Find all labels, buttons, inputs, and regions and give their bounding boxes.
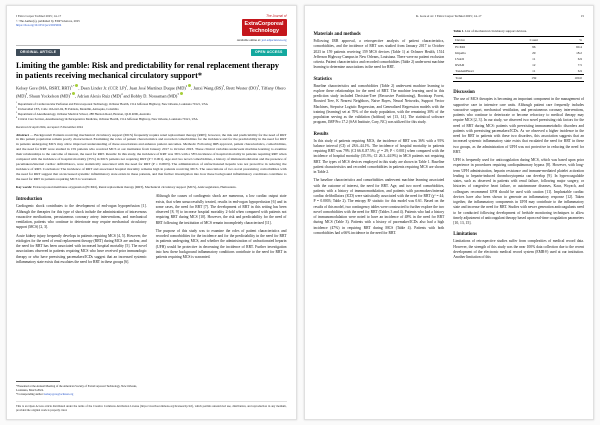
affiliation-sup: 3 — [16, 111, 18, 114]
author-list: Kelsey Gore (MA, BSRT, RRT)$^{1,*}$ , Dean Linder Jr. (CCP, LP)$^1$, Juan José Martínez Duque (MD)$^2$ , Junxi Wang (BS)$^3$, Brett Wester (DO)$^3$, Tiffany Obero (MD)$^3$, Shaun Yockelson (MD)$^3$ , Adrian Alexis Ruiz (MD)$^4$ and Bobby D. Nossaman (MD)$^3$ — [16, 85, 286, 99]
left-header — [16, 14, 287, 37]
paragraph: The purpose of this study was to examine the roles of patient characteristics and recorded comorbidities for the incidence and for the predictability in the need for RRT in patients undergoing MCS, and whether the administration of unfractionated heparin (UFH) would be protective in decreasing the incidence of RRT. Further investigation into how these background inflammatory conditions contribute to the need for RRT in patients requiring MCS is warranted. — [155, 228, 287, 260]
table1-total-row — [453, 75, 584, 82]
table1-cell: 6.9 — [577, 69, 582, 74]
table1-cell: 7.5 — [577, 63, 582, 68]
section-heading-statistics: Statistics — [313, 76, 332, 82]
intro-columns — [16, 194, 287, 396]
table1-cell: LVAD — [455, 57, 464, 62]
author-affiliation-sup: 3 — [69, 92, 72, 96]
author-name: Shaun Yockelson (MD) — [29, 93, 70, 99]
corresponding-label: *Corresponding author: — [16, 392, 45, 397]
table1-caption — [453, 29, 584, 33]
paragraph: Limitations of retrospective studies suffer from complexities of medical record data. However, the strength of this study was the near 100% data collection due to the recent development of the electronic medical record system (EMR®) used at our institution. Another limitation of this — [453, 239, 584, 260]
open-access-license: This is an Open Access article distributed under the terms of the Creative Commons Attribution License (https://creativecommons.org/licenses/by/4.0), which permits unrestricted use, distribution, and reproduction in any medium, provided the original work is properly cited. — [16, 401, 287, 412]
section-heading-results: Results — [313, 131, 329, 137]
affiliation-sup: 2 — [16, 107, 18, 110]
table1-cell: Impella — [455, 51, 466, 56]
open-access-badge: OPEN ACCESS — [251, 49, 287, 56]
section-heading-discussion: Discussion — [453, 90, 475, 96]
header-rule — [16, 45, 287, 46]
footnote-corresponding — [16, 392, 147, 396]
abstract-text: — Background: Patients receiving mechanical circulatory support (MCS) frequently require renal replacement therapy (RRT); however, the risk and predictability for the need of RRT in this patient population remain poorly characterized. Examining the roles of patient characteristics and recorded comorbidities for the incidence and for the predictability in the need for RRT in patients undergoing MCS may allow improved understanding of these associations and enhance patient outcomes. Methods: Following IRB approval, patient characteristics, comorbidities, and the need for RRT were studied in 159 patients who received MCS at our institution from January 2017 to October 2023. These clinical variables underwent machine learning to examine their relationships to the outcome of interest, the need for RRT. Results: In this study, the incidence of RRT was 36% with a 58% incidence of hospital mortality in patients requiring RRT when compared with the incidence of hospital mortality (35%) in MCS patients not requiring RRT (P < 0.001). Age and two novel comorbidities, a history of immunomodulation and the presence of pacemakers/internal cardiac defibrillators, were statistically associated with the need for RRT (P = 0.0003). The administration of unfractionated heparin was not protective in reducing the incidence of RRT. Conclusion: The incidence of RRT and associated hospital mortality remains high in patients receiving MCS. The associations of two novel preexisting comorbidities with the need for RRT suggest that an increased systemic inflammatory state exists in these patients, and that further investigation into how these background inflammatory conditions contribute to the need for RRT in patients requiring MCS is warranted. — [16, 132, 287, 181]
author-name: and Bobby D. Nossaman (MD) — [123, 93, 178, 99]
paragraph: Cardiogenic shock contributes to the development of end-organ hypoperfusion [1]. Although the therapies for this type of shock include the administration of intravenous vasoactive medications, percutaneous coronary artery interventions, and mechanical ventilation, patients who continue to deteriorate may require mechanical circulatory support (MCS) [2, 3]. — [16, 204, 147, 230]
keywords-text: Extracorporeal membrane oxygenation (ECMO), Renal replacement therapy (RRT), Mechanical circulatory support (MCS), Anticoagulation, Hemostasis. — [33, 185, 237, 190]
article-title: Limiting the gamble: Risk and predictability for renal replacement therapy in patients receiving mechanical circulatory support* — [16, 60, 279, 80]
journal-logo-tagline: The Journal of — [266, 14, 287, 18]
keywords — [16, 185, 287, 189]
available-online — [16, 38, 287, 42]
table1-cell: 11 — [532, 57, 536, 62]
author-name: Brett Wester (DO) — [226, 85, 258, 91]
table1-col-header: Count — [516, 37, 551, 44]
author-name: Tiffany Obero (MD) — [16, 85, 286, 99]
affiliation-list — [16, 102, 287, 121]
paragraph: In this study of patients requiring MCS, the incidence of RRT was 36% with a 95% balance interval (CI) of 28.6–44.1%. The incidence of hospital mortality in patients requiring RRT was 79% (CI 66.8–87.5%; χ² = 29; P < 0.001) when compared with the incidence of hospital mortality (35.3%; CI 26.3–44.9%) in MCS patients not requiring RRT. The types of MCS devices employed in this study are shown in Table 1. Baseline patient characteristics and recorded comorbidities in patients requiring MCS are shown in Table 2. — [313, 138, 445, 174]
paragraph: The use of MCS therapies is becoming an important component in the management of supportive care in intensive care units. Although patient care frequently includes vasoactive support, mechanical ventilation, and percutaneous coronary interventions, patients who continue to deteriorate or become refractory to medical therapy may require MCS [2, 3]. In our study, we observed two novel preexisting risk factors for the need of RRT during MCS: patients with preexisting immunometabolic disorders and patients with preexisting pacemakers/ICDs. As we observed a higher incidence in the need for RRT in patients with these two disorders, this association suggests that an increased systemic inflammatory state exists that escalated the need for RRT in these two groups, as the administration of UFH was not protective in reducing the need for RRT. — [453, 97, 584, 154]
table1-cell: 29 — [532, 51, 536, 56]
table1-cell: TandemHeart — [455, 69, 474, 74]
author-name: Dean Linder Jr. (CCP, LP) — [80, 85, 126, 91]
table1-body — [453, 44, 584, 82]
received-dates: Received 22 April 2024, Accepted 15 December 2024 — [16, 124, 83, 129]
table1 — [453, 36, 584, 82]
footnote-block — [16, 376, 147, 397]
section-heading-introduction: Introduction — [16, 197, 43, 203]
badges-row — [16, 49, 287, 56]
table1-cell: 12 — [532, 63, 536, 68]
table1-header-row — [453, 37, 584, 44]
author-name: Kelsey Gore (MA, BSRT, RRT) — [16, 85, 72, 91]
citation-block — [16, 14, 80, 28]
affiliation: $^3$ Department of Anesthesiology, Ochsner Medical School, 288 Herston Road, Herston, QLD 4006, Australia — [16, 111, 151, 116]
paragraph: The baseline characteristics and comorbidities underwent machine learning associated with the outcome of interest, the need for RRT. Age, and two novel comorbidities, patients with a history of immunomodulation, and patients with pacemakers/internal cardiac defibrillators (ICD) were statistically associated with the need for RRT (χ² = 44; P = 0.0003; Table 2). The entropy R² statistic for this model was 0.61. Based on the results of this model, two contingency tables were constructed to further explore the two novel comorbidities with the need for RRT (Tables 3 and 4). Patients who had a history of immunomodulation were noted to have an incidence of 48% in the need for RRT during MCS (Table 3). Patients with a history of pacemaker/ICDs also had a high incidence (47%) in requiring RRT during MCS (Table 4). Patients with both comorbidities had a 66% incidence in the need for RRT. — [313, 178, 445, 235]
affiliation: $^2$ Universidad CES, Calle 10A #22-04, El Poblado, Medellín, Antioquia, Colombia — [16, 107, 119, 112]
table1-cell: 60.4 — [576, 45, 582, 50]
author-name: Junxi Wang (BS) — [193, 85, 223, 91]
body-column-1 — [314, 29, 445, 412]
table1-col-header: % — [551, 37, 584, 44]
table1-cell: Total — [453, 75, 516, 82]
available-label: Available online at: — [236, 37, 261, 42]
affiliation: $^1$ Department of Cardiovascular Perfusion and Extracorporeal Technology, Ochsner Health, 1514 Jefferson Highway, New Orleans, Louisiana 70121, USA — [16, 102, 208, 107]
doi-link[interactable]: https://doi.org/10.1051/ject/2025004 — [16, 23, 62, 28]
orcid-icon[interactable] — [75, 84, 78, 87]
author-affiliation-sup: 1,* — [71, 85, 75, 88]
table1-cell: 159 — [516, 75, 551, 82]
orcid-icon[interactable] — [69, 92, 75, 96]
author-affiliation-sup: 3 — [222, 85, 224, 88]
journal-logo-line2: Technology — [249, 27, 279, 34]
affiliation-sup: 4 — [16, 116, 18, 119]
paragraph: Acute kidney injury frequently develops in patients requiring MCS [4, 5]. However, the etiologies for the need of renal replacement therapy (RRT) during MCS are unclear, and the need for RRT has been associated with increased hospital mortality [5]. The novel associations observed in patients requiring MCS who have received prior immunologic therapy or who have preexisting pacemakers/ICDs suggest that an increased systemic inflammatory state exists that escalates the need for RRT in these groups [6]. — [16, 233, 147, 264]
author-name: Adrian Alexis Ruiz (MD) — [77, 93, 122, 99]
table1-cell: 18.2 — [576, 51, 582, 56]
journal-site-link[interactable]: ject.edpsciences.org — [261, 37, 287, 42]
table1-cell: ECMO — [455, 45, 466, 50]
orcid-icon[interactable] — [185, 84, 191, 88]
affiliation-sup: 1 — [16, 102, 18, 105]
abstract-label: Abstract — [16, 132, 30, 137]
author-affiliation-sup: 3 — [177, 92, 179, 96]
abstract — [16, 133, 287, 182]
keywords-label: Key words: — [16, 185, 33, 190]
section-heading-limitations: Limitations — [453, 232, 477, 238]
page-left — [6, 5, 297, 420]
table1-caption-label: Table 1. — [453, 29, 465, 33]
table1-cell: 96 — [532, 45, 536, 50]
affiliation: $^4$ Critical Care Section, Anesthesiology & Perioperative Medicine, Ochsner Health, 1514 Jefferson Highway, New Orleans, Louisiana 70121, USA — [16, 116, 198, 121]
running-head-text: K. Gore et al.: J Extra Corpor Technol 2025; 14–17 — [416, 14, 482, 18]
table1-cell: RVAD — [455, 63, 465, 68]
page-right — [304, 5, 595, 420]
table1-caption-text: List of mechanical circulatory support devices. — [465, 29, 528, 33]
body-column-2 — [453, 29, 584, 412]
paragraph: UFH is frequently used for anticoagulation during MCS, which was based upon prior experience in procedures requiring cardiopulmonary bypass [8]. However, with long-term UFH administration, heparin resistance and immune-mediated platelet activation leading to heparin-induced thrombocytopenia can develop [9]. In hypercoagulable states, such as observed in patients with renal failure, following major surgery, or histories of congestive heart failure, or autoimmune diseases, Kaur, Woyach, and colleagues recommend UFH should be used with caution [11]. Implantable cardiac devices have also been shown to generate an inflammatory response [12]. Taken together, the inflammatory components in UFH may contribute to the inflammatory state and increase the need for RRT. Studies with newer generation anticoagulants need to be conducted following development of bedside monitoring techniques to allow timely adjustment of anticoagulant therapy based upon real-time coagulation parameters [10, 13, 15]. — [453, 158, 584, 226]
table1-col-header: Device — [453, 37, 516, 44]
corresponding-email-link[interactable]: kelsey.gore@ochsner.org — [44, 392, 74, 397]
journal-logo — [242, 14, 287, 37]
copyright-line: © The Author(s), published by EDP Sciences, 2025 — [16, 18, 80, 23]
journal-logo-line1: ExtraCorporeal — [244, 21, 284, 28]
author-name: Juan José Martínez Duque (MD) — [129, 85, 186, 91]
author-affiliation-sup: 3 — [25, 92, 28, 96]
original-article-badge: ORIGINAL ARTICLE — [16, 49, 60, 56]
orcid-icon[interactable] — [180, 92, 183, 95]
table1-cell: 100.0 — [551, 75, 584, 82]
author-affiliation-sup: 3 — [257, 85, 260, 88]
section-heading-methods: Materials and methods — [313, 32, 361, 37]
table1-cell: 11 — [532, 69, 536, 74]
page-number: 15 — [580, 14, 584, 18]
footnote-rule — [16, 381, 60, 382]
body-columns — [314, 29, 585, 412]
paragraph: Following IRB approval, a retrospective analysis of patient characteristics, comorbidities, and the incidence of RRT was studied from January 2017 to October 2023 in 159 patients receiving 159 MCS devices (Table 1) at Ochsner Health, 1514 Jefferson Highway Campus in New Orleans, Louisiana. There were no patient exclusion criteria. Patient characteristics and recorded comorbidities (Table 2) underwent machine learning to determine associations in the need for RRT. — [313, 39, 445, 70]
running-head — [314, 14, 585, 18]
paragraph: Although the causes of cardiogenic shock are numerous, a low cardiac output state exists, that when unsuccessfully treated, results in end-organ hypoperfusion [6] and in some cases, the need for RRT [7]. The development of RRT in this setting has been observed [8, 9] to increase hospital mortality 2-fold when compared with patients not requiring RRT during MCS [10]. However, the risk and predictability for the need of RRT following the institution of MCS remain incompletely characterized [11]. — [155, 194, 287, 225]
author-affiliation-sup: 2 — [185, 85, 188, 88]
intro-column-2 — [156, 194, 287, 396]
paragraph: Baseline characteristics and comorbidities (Table 2) underwent machine learning to explore these relationships for the need of RRT. The machine learning used in this prediction study included Decision-Tree (Recursive Partitioning), Bootstrap Forest, Boosted Tree, K Nearest Neighbors, Naive Bayes, Neural Networks, Support Vector Machines, Stepwise Logistic Regression, and Generalized Regression models with the training (learning) set at 70% of the study population, with the remaining 30% of the population serving as the validation (holdout) set [13, 14]. The statistical software program, JMP Pro 17.2 (SAS Institute, Cary, NC) was utilized for this study. — [313, 83, 445, 125]
intro-column-1 — [16, 194, 147, 396]
author-affiliation-sup: 1 — [125, 85, 128, 88]
journal-logo-box — [242, 19, 287, 35]
table1-cell: 6.9 — [577, 57, 582, 62]
citation-line: J Extra Corpor Technol 2025; 14–17 — [16, 14, 62, 18]
author-affiliation-sup: 4 — [121, 92, 123, 96]
footnote-presented: *Presented at the Annual Meeting of the American Society of ExtraCorporeal Technology, New Orleans, Louisiana, March 2024. — [16, 383, 138, 393]
